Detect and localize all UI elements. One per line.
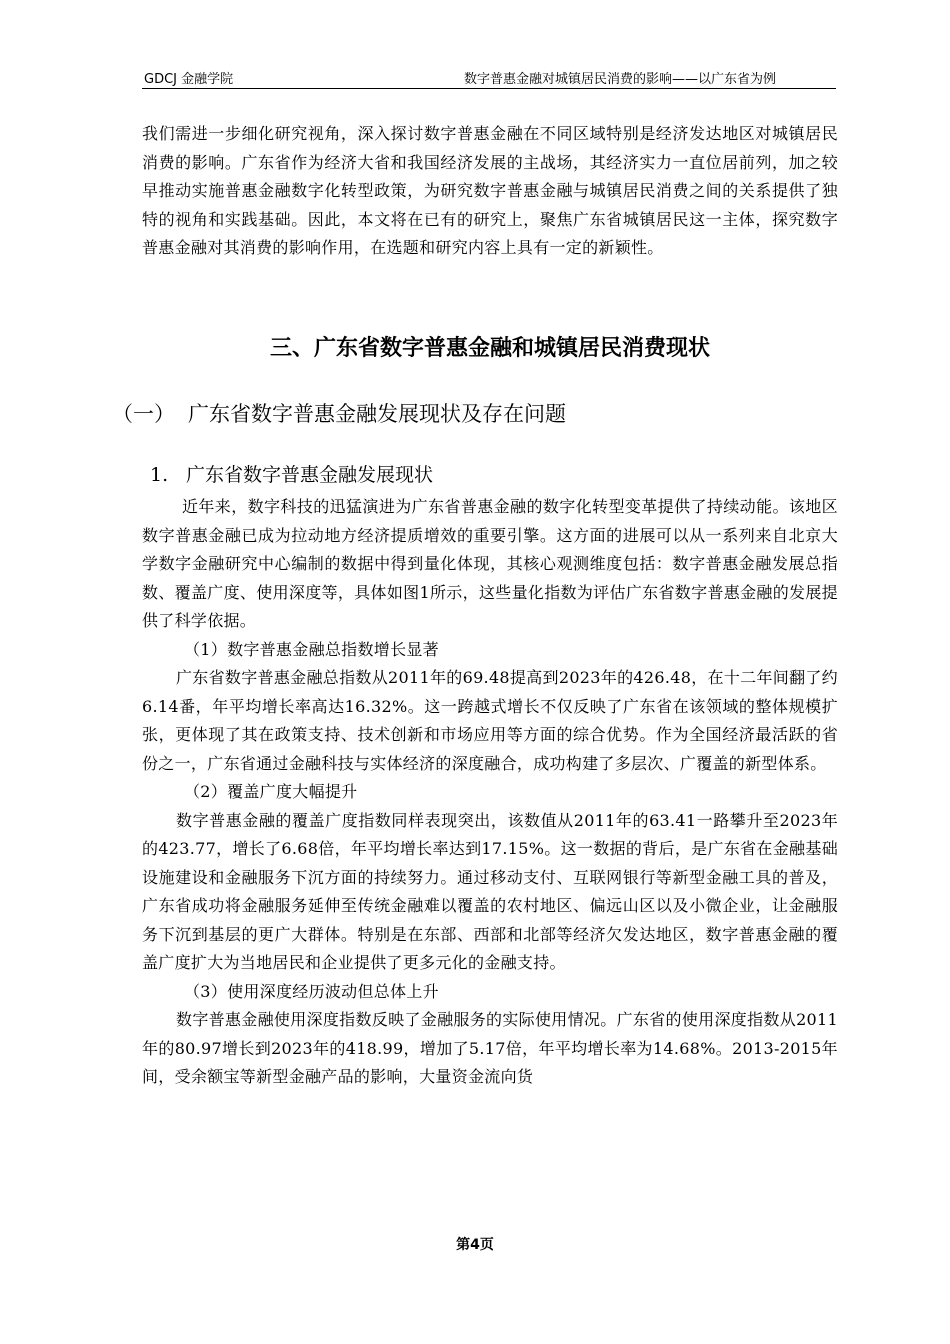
point-2-heading: （2）覆盖广度大幅提升 [184,782,358,801]
section-heading [112,398,566,428]
section-title: 广东省数字普惠金融发展现状及存在问题 [188,402,566,426]
overview-paragraph: 近年来，数字科技的迅猛演进为广东省普惠金融的数字化转型变革提供了持续动能。该地区数字普惠金融已成为拉动地方经济提质增效的重要引擎。这方面的进展可以从一系列来自北京大学数字金融研究中心编制的数据中得到量化体现，其核心观测维度包括：数字普惠金融发展总指数、覆盖广度、使用深度等，具体如图1所示，这些量化指数为评估广东省数字普惠金融的发展提供了科学依据。 [142,497,838,630]
intro-paragraph: 我们需进一步细化研究视角，深入探讨数字普惠金融在不同区域特别是经济发达地区对城镇居民消费的影响。广东省作为经济大省和我国经济发展的主战场，其经济实力一直位居前列，加之较早推动实施普惠金融数字化转型政策，为研究数字普惠金融与城镇居民消费之间的关系提供了独特的视角和实践基础。因此，本文将在已有的研究上，聚焦广东省城镇居民这一主体，探究数字普惠金融对其消费的影响作用，在选题和研究内容上具有一定的新颖性。 [142,124,838,257]
body-content [142,493,838,1092]
page-number: 第4页 [456,1237,494,1253]
point-3-heading: （3）使用深度经历波动但总体上升 [184,981,439,1001]
subsection-heading [150,460,433,487]
header-institution: GDCJ 金融学院 [144,72,234,87]
point-3-paragraph: 数字普惠金融使用深度指数反映了金融服务的实际使用情况。广东省的使用深度指数从2011年的80.97增长到2023年的418.99，增加了5.17倍，年平均增长率为14.68%。2013-2015年间，受余额宝等新型金融产品的影响，大量资金流向货 [142,1010,838,1086]
subsection-number: 1. [150,464,169,486]
header-paper-title: 数字普惠金融对城镇居民消费的影响——以广东省为例 [463,72,776,87]
chapter-title: 三、广东省数字普惠金融和城镇居民消费现状 [269,336,710,361]
point-2-paragraph: 数字普惠金融的覆盖广度指数同样表现突出，该数值从2011年的63.41一路攀升至2023年的423.77，增长了6.68倍，年平均增长率达到17.15%。这一数据的背后，是广东省在金融基础设施建设和金融服务下沉方面的持续努力。通过移动支付、互联网银行等新型金融工具的普及，广东省成功将金融服务延伸至传统金融难以覆盖的农村地区、偏远山区以及小微企业，让金融服务下沉到基层的更广大群体。特别是在东部、西部和北部等经济欠发达地区，数字普惠金融的覆盖广度扩大为当地居民和企业提供了更多元化的金融支持。 [142,810,838,972]
page-header [142,66,836,89]
point-1-heading: （1）数字普惠金融总指数增长显著 [184,639,439,659]
point-1-paragraph: 广东省数字普惠金融总指数从2011年的69.48提高到2023年的426.48，在十二年间翻了约6.14番，年平均增长率高达16.32%。这一跨越式增长不仅反映了广东省在该领域的整体规模扩张，更体现了其在政策支持、技术创新和市场应用等方面的综合优势。作为全国经济最活跃的省份之一，广东省通过金融科技与实体经济的深度融合，成功构建了多层次、广覆盖的新型体系。 [142,668,838,773]
section-number: （一） [112,402,175,426]
subsection-title: 广东省数字普惠金融发展现状 [186,464,434,486]
